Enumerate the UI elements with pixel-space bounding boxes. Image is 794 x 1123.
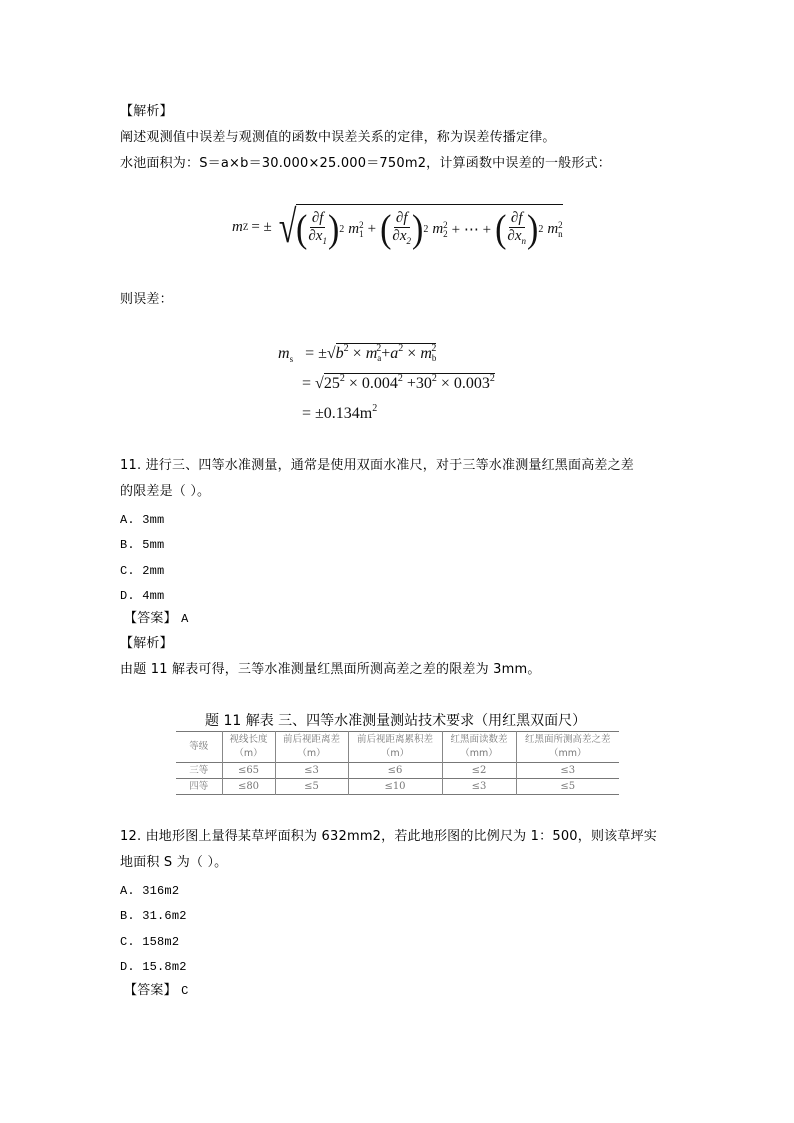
question-12-stem: 12. 由地形图上量得某草坪面积为 632mm2，若此地形图的比例尺为 1：500，则该草坪实 bbox=[120, 829, 657, 844]
option-d: D. 15.8m2 bbox=[120, 960, 187, 974]
formula-lhs-sub: Z bbox=[242, 222, 249, 232]
table-header-row bbox=[176, 732, 619, 763]
answer-value: A bbox=[181, 612, 189, 626]
question-11-stem: 11. 进行三、四等水准测量，通常是使用双面水准尺，对于三等水准测量红黑面高差之差 bbox=[120, 458, 635, 473]
option-a: A. 3mm bbox=[120, 513, 165, 527]
option-c: C. 2mm bbox=[120, 564, 165, 578]
table-cell: ≤3 bbox=[442, 779, 516, 795]
then-error-label: 则误差： bbox=[120, 292, 173, 307]
table-header-cell: 等级 bbox=[189, 741, 209, 752]
table-cell: ≤5 bbox=[275, 779, 348, 795]
formula-lhs: m bbox=[232, 218, 243, 235]
table-row bbox=[176, 779, 619, 795]
table-cell: 四等 bbox=[189, 781, 209, 792]
partial-fraction: $\frac{\partial f}{\partial x_1}$ bbox=[308, 209, 327, 246]
table-cell: ≤10 bbox=[348, 779, 442, 795]
table-cell: ≤6 bbox=[348, 763, 442, 779]
answer-line: 【答案】 C bbox=[124, 983, 189, 998]
analysis-text: 由题 11 解表可得，三等水准测量红黑面所测高差之差的限差为 3mm。 bbox=[120, 662, 541, 677]
option-b: B. 31.6m2 bbox=[120, 909, 187, 923]
table-header-cell: 红黑面所测高差之差 （mm） bbox=[516, 732, 619, 763]
answer-line: 【答案】 A bbox=[124, 611, 189, 626]
table-caption: 题 11 解表 三、四等水准测量测站技术要求（用红黑双面尺） bbox=[205, 713, 587, 729]
analysis-text-line: 阐述观测值中误差与观测值的函数中误差关系的定律，称为误差传播定律。 bbox=[120, 130, 556, 145]
option-c: C. 158m2 bbox=[120, 935, 180, 949]
table-cell: ≤80 bbox=[222, 779, 275, 795]
table-cell: ≤65 bbox=[222, 763, 275, 779]
partial-fraction: $\frac{\partial f}{\partial x_n}$ bbox=[507, 209, 526, 246]
sqrt-icon: √ bbox=[278, 201, 297, 252]
table-header-cell: 前后视距离差 （m） bbox=[275, 732, 348, 763]
partial-fraction: $\frac{\partial f}{\partial x_2}$ bbox=[392, 209, 411, 246]
analysis-heading: 【解析】 bbox=[120, 636, 173, 651]
sqrt-body: ( $\frac{\partial f}{\partial x_1}$ ) 2 m 2 1 + ( $\frac{\partial f}{\partial x_2}$ ) 2 m 2 2 + ⋯ + ( $\frac{\partial f}{\partial x_n}$ ) 2 m 2 n bbox=[296, 204, 563, 250]
table-cell: ≤2 bbox=[442, 763, 516, 779]
option-d: D. 4mm bbox=[120, 589, 165, 603]
table-cell: ≤3 bbox=[516, 763, 619, 779]
option-a: A. 316m2 bbox=[120, 884, 180, 898]
table-cell: ≤3 bbox=[275, 763, 348, 779]
table-header-cell: 前后视距离累积差 （m） bbox=[348, 732, 442, 763]
table-cell: ≤5 bbox=[516, 779, 619, 795]
analysis-text-line: 水池面积为：S＝a×b＝30.000×25.000＝750m2，计算函数中误差的一般形式： bbox=[120, 156, 611, 171]
table-header-cell: 视线长度 （m） bbox=[222, 732, 275, 763]
option-b: B. 5mm bbox=[120, 538, 165, 552]
error-propagation-formula bbox=[232, 198, 563, 256]
sqrt-expression bbox=[275, 201, 563, 252]
sqrt-icon: √ bbox=[315, 375, 324, 392]
document-page: 【解析】 阐述观测值中误差与观测值的函数中误差关系的定律，称为误差传播定律。 水池面积为：S＝a×b＝30.000×25.000＝750m2，计算函数中误差的一般形式： m Z = ± √ ( $\frac{\partial f}{\partial x_1}$ ) 2 m 2 1 + ( $\frac{\partial f}{\partial x_2}$ ) 2 m 2 2 + ⋯ + ( $\frac{\partial f}{\partial x_n}$ ) 2 m 2 n 则误差： $m_s = \pm√b^2 \times ma^2+a^2 \times mb^2$ = $√25^2 \times 0.004^2 +30^2 \times 0.003^2$ = $\pm 0.134m^2$ 11. 进行三、四等水准测量，通常是使用双面水准尺，对于三等水准测量红黑面高差之差 的限差是（ ）。 A. 3mm B. 5mm C. 2mm D. 4mm 【答案】 A 【解析】 由题 11 解表可得，三等水准测量红黑面所测高差之差的限差为 3mm。 题 11 解表 三、四等水准测量测站技术要求（用红黑双面尺） 等级 视线长度 （m） 前后视距离差 （m） 前后视距离累积差 （m） 红黑面读数差 （mm） 红黑面所测高差之差 （mm） 三等 ≤65 ≤3 ≤6 ≤2 ≤3 四等 ≤80 ≤5 ≤10 ≤3 ≤5 12. 由地形图上量得某草坪面积为 632mm2，若此地形图的比例尺为 1：500，则该草坪实 地面积 S 为（ ）。 A. 316m2 B. 31.6m2 C. 158m2 D. 15.8m2 【答案】 C bbox=[120, 104, 657, 998]
answer-value: C bbox=[181, 984, 189, 998]
leveling-technical-requirements-table bbox=[176, 731, 619, 795]
question-12-stem: 地面积 S 为（ ）。 bbox=[120, 855, 228, 870]
table-row bbox=[176, 763, 619, 779]
table-header-cell: 红黑面读数差 （mm） bbox=[442, 732, 516, 763]
question-11-stem: 的限差是（ ）。 bbox=[120, 484, 211, 499]
formula-sign: = ± bbox=[251, 218, 272, 235]
sqrt-icon: √ bbox=[326, 345, 336, 362]
analysis-heading: 【解析】 bbox=[120, 104, 173, 119]
table-cell: 三等 bbox=[189, 765, 209, 776]
